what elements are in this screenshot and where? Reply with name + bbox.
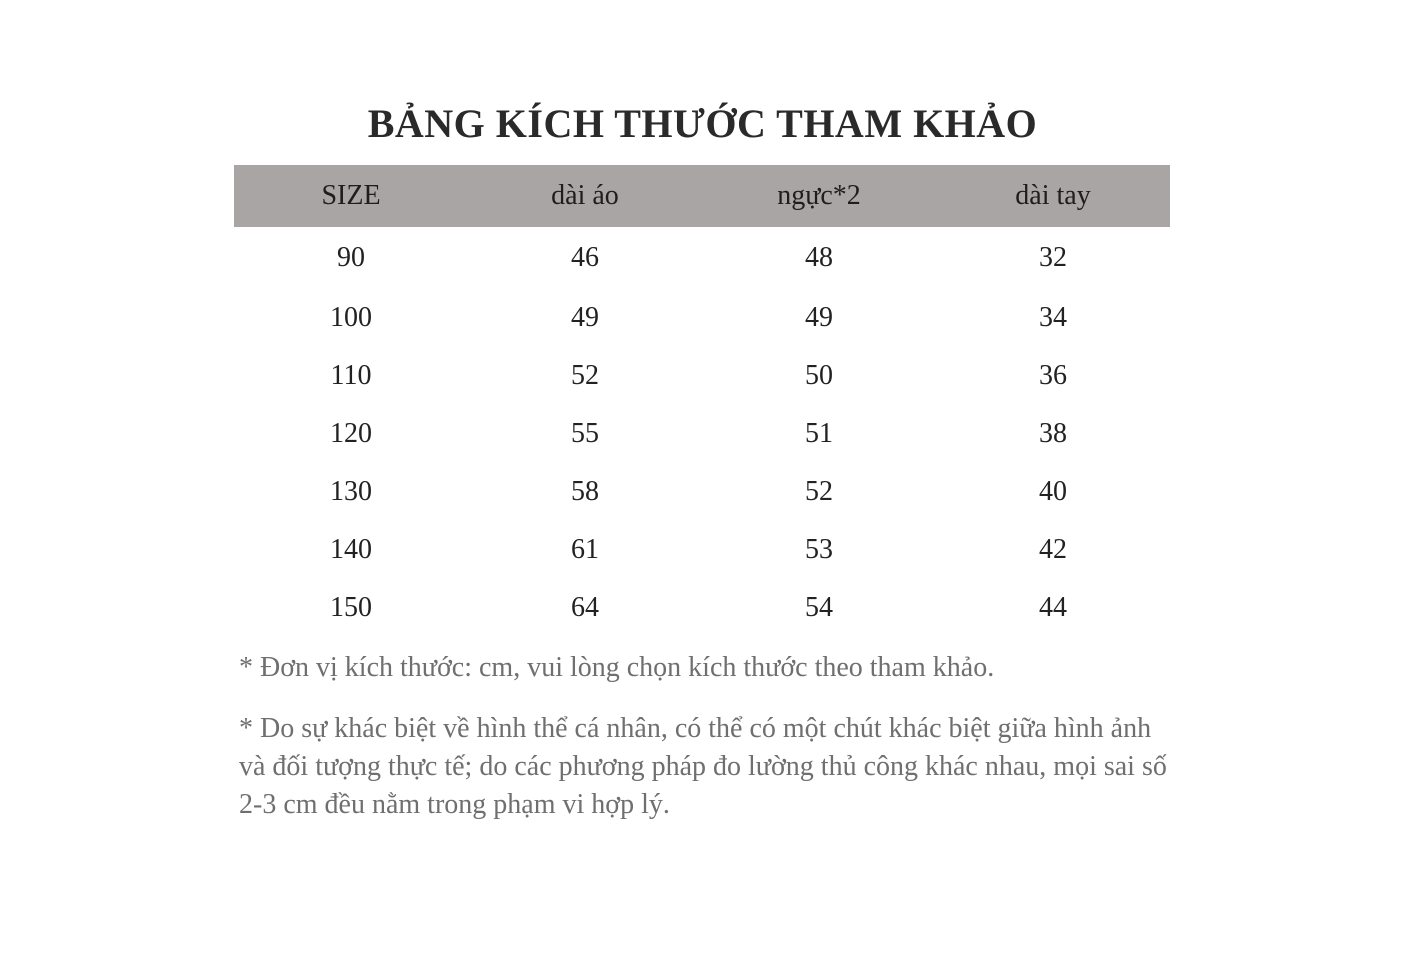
cell-sleeve: 44 bbox=[1039, 592, 1067, 623]
cell-sleeve: 38 bbox=[1039, 418, 1067, 449]
cell-size: 140 bbox=[330, 534, 372, 565]
table-row bbox=[234, 579, 1170, 637]
cell-size: 110 bbox=[330, 360, 372, 391]
cell-chest: 52 bbox=[805, 476, 833, 507]
cell-chest: 53 bbox=[805, 534, 833, 565]
table-body bbox=[234, 227, 1170, 637]
table-row bbox=[234, 347, 1170, 405]
cell-sleeve: 40 bbox=[1039, 476, 1067, 507]
cell-sleeve: 32 bbox=[1039, 242, 1067, 273]
cell-length: 52 bbox=[571, 360, 599, 391]
cell-length: 61 bbox=[571, 534, 599, 565]
header-sleeve: dài tay bbox=[936, 165, 1170, 227]
table-row bbox=[234, 289, 1170, 347]
disclaimer-note: * Do sự khác biệt về hình thể cá nhân, có thể có một chút khác biệt giữa hình ảnh và đối tượng thực tế; do các phương pháp đo lường thủ công khác nhau, mọi sai số 2-3 cm đều nằm trong phạm vi hợp lý. bbox=[239, 713, 1167, 820]
cell-chest: 51 bbox=[805, 418, 833, 449]
cell-chest: 50 bbox=[805, 360, 833, 391]
table-row bbox=[234, 463, 1170, 521]
cell-sleeve: 34 bbox=[1039, 302, 1067, 333]
cell-size: 120 bbox=[330, 418, 372, 449]
cell-chest: 49 bbox=[805, 302, 833, 333]
cell-chest: 48 bbox=[805, 242, 833, 273]
header-row bbox=[234, 165, 1170, 227]
cell-length: 49 bbox=[571, 302, 599, 333]
table-row bbox=[234, 227, 1170, 289]
cell-length: 58 bbox=[571, 476, 599, 507]
header-length: dài áo bbox=[468, 165, 702, 227]
page-title: BẢNG KÍCH THƯỚC THAM KHẢO bbox=[367, 101, 1038, 146]
table-header bbox=[234, 165, 1170, 227]
header-chest: ngực*2 bbox=[702, 165, 936, 227]
cell-length: 46 bbox=[571, 242, 599, 273]
table-row bbox=[234, 521, 1170, 579]
table-row bbox=[234, 405, 1170, 463]
unit-note: * Đơn vị kích thước: cm, vui lòng chọn kích thước theo tham khảo. bbox=[239, 652, 995, 683]
cell-size: 150 bbox=[330, 592, 372, 623]
cell-size: 130 bbox=[330, 476, 372, 507]
size-chart-table bbox=[234, 165, 1170, 637]
cell-size: 100 bbox=[330, 302, 372, 333]
cell-length: 64 bbox=[571, 592, 599, 623]
header-size: SIZE bbox=[234, 165, 468, 227]
cell-sleeve: 42 bbox=[1039, 534, 1067, 565]
cell-length: 55 bbox=[571, 418, 599, 449]
cell-chest: 54 bbox=[805, 592, 833, 623]
cell-size: 90 bbox=[337, 242, 365, 273]
cell-sleeve: 36 bbox=[1039, 360, 1067, 391]
